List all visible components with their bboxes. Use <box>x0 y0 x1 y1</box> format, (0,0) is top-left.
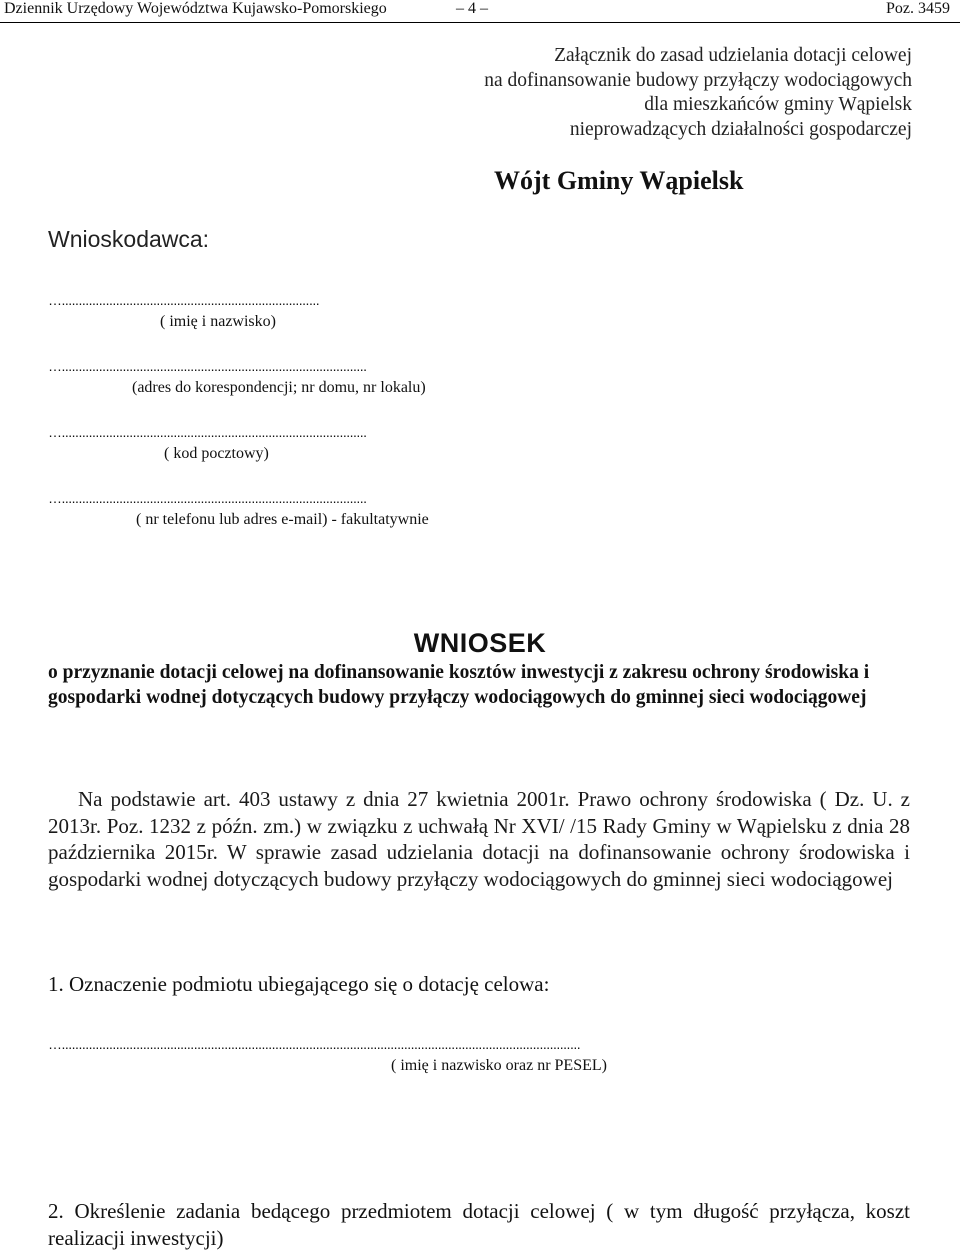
fill-in-dots: …......................................................................................................................................................... <box>48 1036 581 1052</box>
annex-line: nieprowadzących działalności gospodarczej <box>569 118 912 140</box>
section-1-heading: 1. Oznaczenie podmiotu ubiegającego się o dotację celowa: <box>48 972 550 996</box>
field-caption: ( imię i nazwisko oraz nr PESEL) <box>391 1057 607 1074</box>
section-2-heading: 2. Określenie zadania bedącego przedmiotem dotacji celowej ( w tym długość przyłącza, koszt realizacji inwestycji) <box>48 1199 910 1250</box>
legal-basis-paragraph: Na podstawie art. 403 ustawy z dnia 27 kwietnia 2001r. Prawo ochrony środowiska ( Dz. U. z 2013r. Poz. 1232 z późn. zm.) w związku z uchwałą Nr XVI/ /15 Rady Gminy w Wąpielsku z dnia 28 października 2015r. W sprawie zasad udzielania dotacji na dofinansowanie ochrony środowiska i gospodarki wodnej dotyczących budowy przyłączy wodociągowych do gminnej sieci wodociągowej <box>48 787 910 891</box>
applicant-id-field[interactable] <box>48 1036 910 1076</box>
field-caption: ( nr telefonu lub adres e-mail) - fakultatywnie <box>136 511 429 528</box>
fill-in-dots: ….......................................................................................... <box>48 424 367 440</box>
document-title: WNIOSEK <box>413 628 547 658</box>
fill-in-dots: …............................................................................ <box>48 292 320 308</box>
annex-line: dla mieszkańców gminy Wąpielsk <box>644 94 912 115</box>
fill-in-dots: ….......................................................................................... <box>48 358 367 374</box>
annex-note <box>392 44 912 142</box>
annex-line: Załącznik do zasad udzielania dotacji celowej <box>554 45 912 66</box>
recipient-heading: Wójt Gminy Wąpielsk <box>494 166 744 195</box>
position-number: Poz. 3459 <box>886 0 950 17</box>
document-subtitle: o przyznanie dotacji celowej na dofinansowanie kosztów inwestycji z zakresu ochrony środowiska i gospodarki wodnej dotyczących budowy przyłączy wodociągowych do gminnej sieci wodociągowej <box>48 662 870 708</box>
fill-in-dots: ….......................................................................................... <box>48 490 367 506</box>
address-field[interactable] <box>48 358 568 398</box>
contact-field[interactable] <box>48 490 568 530</box>
applicant-label: Wnioskodawca: <box>48 226 210 252</box>
journal-title: Dziennik Urzędowy Województwa Kujawsko-Pomorskiego <box>4 0 387 17</box>
page-header <box>0 0 960 23</box>
name-field[interactable] <box>48 292 568 332</box>
field-caption: ( kod pocztowy) <box>164 445 269 462</box>
annex-line: na dofinansowanie budowy przyłączy wodociągowych <box>484 69 912 91</box>
field-caption: (adres do korespondencji; nr domu, nr lokalu) <box>132 379 426 396</box>
postal-code-field[interactable] <box>48 424 568 464</box>
field-caption: ( imię i nazwisko) <box>160 313 276 330</box>
page-number: – 4 – <box>456 0 488 17</box>
